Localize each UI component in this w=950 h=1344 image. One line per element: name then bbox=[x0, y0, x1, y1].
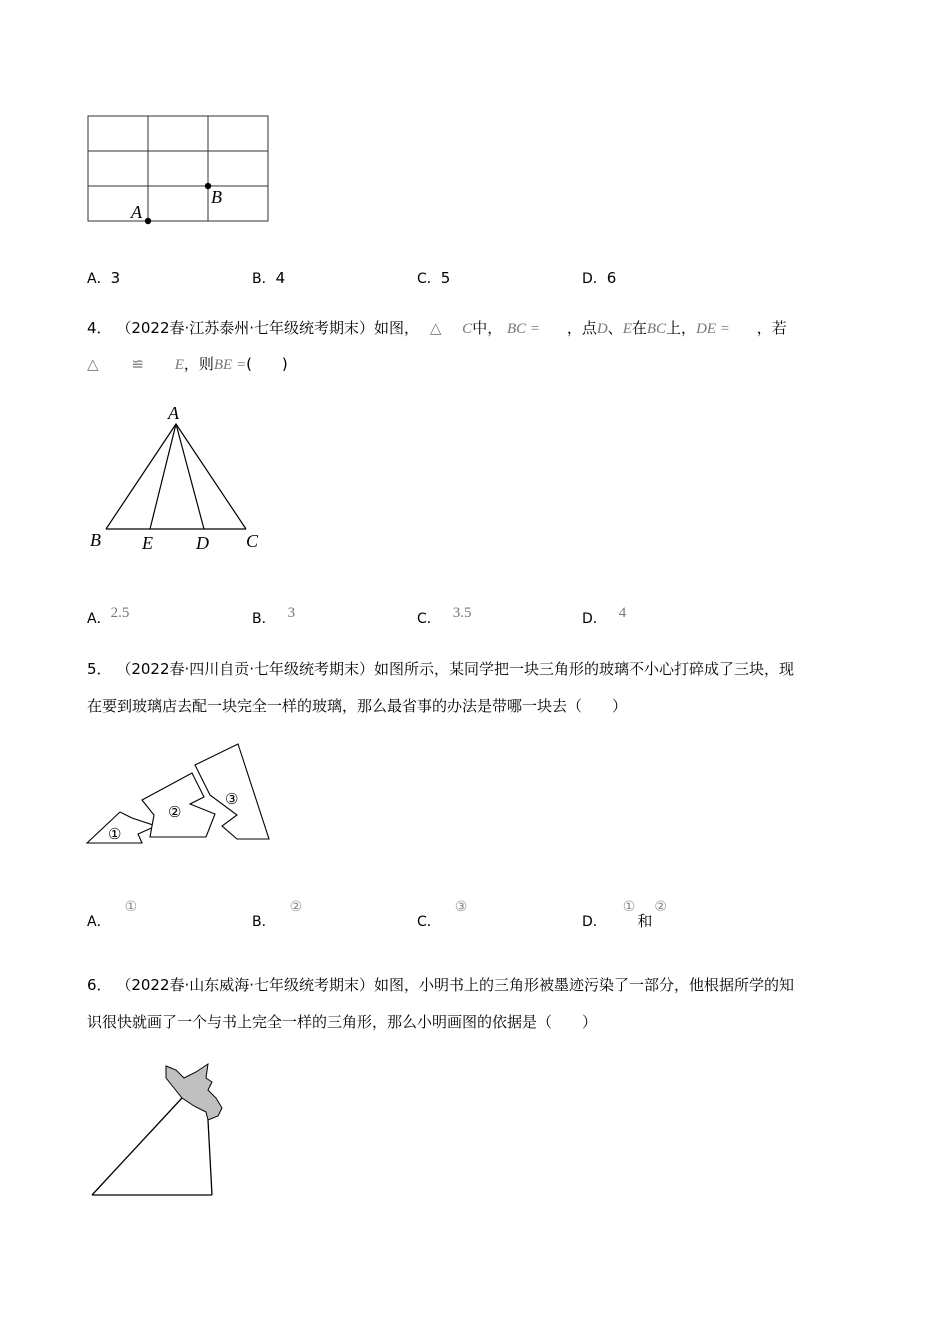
vertex-e: E bbox=[142, 533, 153, 553]
segment-ad bbox=[176, 424, 204, 529]
q4-stem-line1: 4． （2022春·江苏泰州·七年级统考期末）如图， △ C中， BC = ，点D、E在BC上，DE = ，若 bbox=[87, 319, 787, 337]
piece-2-label: ② bbox=[168, 805, 182, 821]
piece-1-label: ① bbox=[108, 827, 122, 843]
question-number: 5． bbox=[87, 660, 112, 678]
vertex-c: C bbox=[246, 531, 259, 551]
q5-stem-line2: 在要到玻璃店去配一块完全一样的玻璃，那么最省事的办法是带哪一块去（ ） bbox=[87, 697, 628, 715]
q5-option-d[interactable]: D．①和② bbox=[582, 899, 667, 930]
question-number: 4． bbox=[87, 319, 112, 337]
q3-option-d[interactable]: D．6 bbox=[582, 269, 617, 287]
label-b: B bbox=[211, 187, 222, 207]
q3-option-b[interactable]: B．4 bbox=[252, 269, 286, 287]
q5-broken-glass-figure bbox=[84, 740, 279, 850]
question-number: 6． bbox=[87, 976, 112, 994]
glass-piece-1 bbox=[87, 812, 156, 843]
point-a-dot bbox=[145, 218, 151, 224]
q6-stained-triangle-figure bbox=[84, 1058, 234, 1203]
piece-3-label: ③ bbox=[225, 792, 239, 808]
triangle-left-side bbox=[92, 1098, 182, 1195]
triangle-right-side bbox=[208, 1120, 212, 1195]
vertex-a: A bbox=[168, 403, 179, 423]
q5-stem-line1: 5． （2022春·四川自贡·七年级统考期末）如图所示，某同学把一块三角形的玻璃不小心打碎成了三块，现 bbox=[87, 660, 795, 678]
ink-blot bbox=[166, 1064, 222, 1120]
question-source: （2022春·江苏泰州·七年级统考期末） bbox=[116, 319, 375, 337]
q4-triangle-figure bbox=[84, 400, 274, 560]
question-source: （2022春·四川自贡·七年级统考期末） bbox=[116, 660, 375, 678]
q6-stem-line1: 6． （2022春·山东威海·七年级统考期末）如图，小明书上的三角形被墨迹污染了一部分，他根据所学的知 bbox=[87, 976, 795, 994]
q3-option-c[interactable]: C．5 bbox=[417, 269, 451, 287]
question-source: （2022春·山东威海·七年级统考期末） bbox=[116, 976, 375, 994]
q5-option-a[interactable]: A．① bbox=[87, 899, 138, 930]
q3-grid-figure bbox=[84, 110, 274, 230]
vertex-d: D bbox=[196, 533, 209, 553]
segment-ae bbox=[150, 424, 176, 529]
q4-option-a[interactable]: A．2.5 bbox=[87, 605, 130, 627]
q4-stem-line2: △ ≌ E，则BE =( ) bbox=[87, 355, 288, 373]
q6-stem-line2: 识很快就画了一个与书上完全一样的三角形，那么小明画图的依据是（ ） bbox=[87, 1013, 598, 1031]
q4-option-b[interactable]: B． 3 bbox=[252, 605, 296, 627]
q5-option-b[interactable]: B．② bbox=[252, 899, 303, 930]
triangle-abc bbox=[106, 424, 246, 529]
vertex-b: B bbox=[90, 530, 101, 550]
label-a: A bbox=[131, 202, 142, 222]
q3-option-a[interactable]: A．3 bbox=[87, 269, 121, 287]
q4-option-d[interactable]: D． 4 bbox=[582, 605, 627, 627]
q4-option-c[interactable]: C． 3.5 bbox=[417, 605, 472, 627]
q5-option-c[interactable]: C．③ bbox=[417, 899, 468, 930]
